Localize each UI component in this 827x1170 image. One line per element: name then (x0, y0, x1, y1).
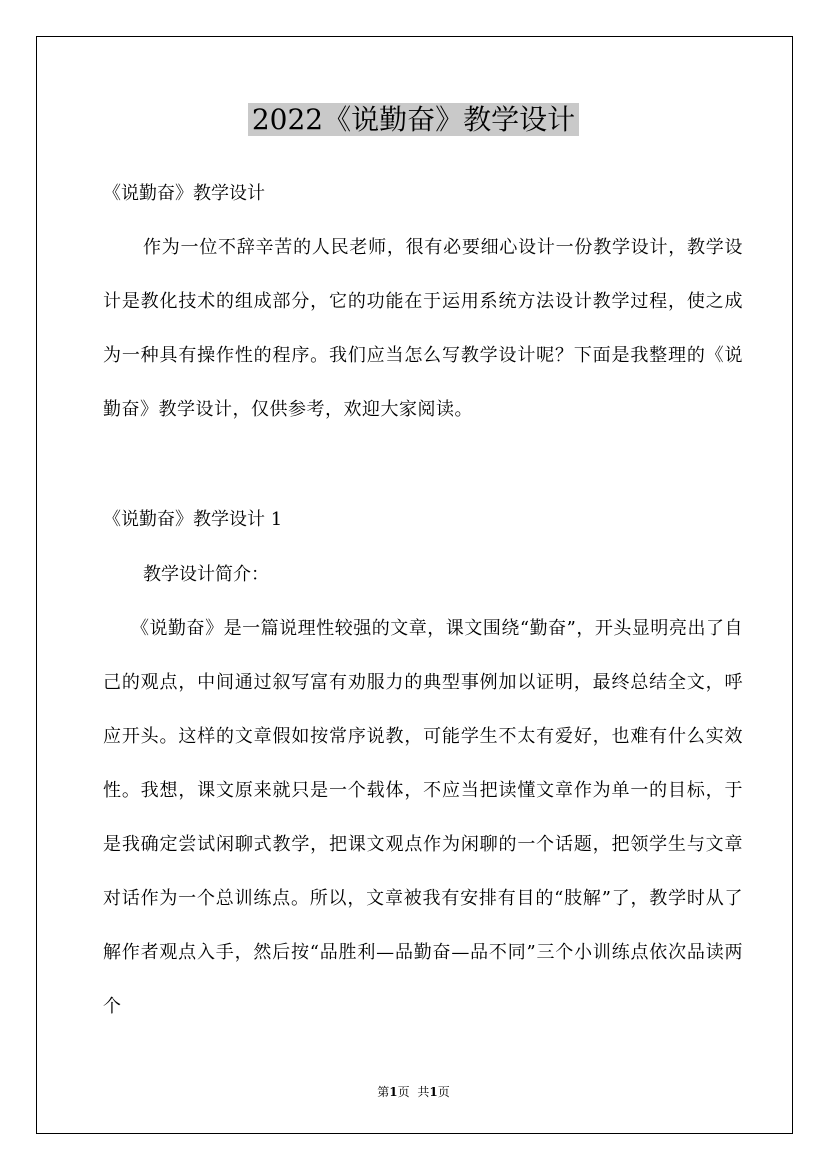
section-heading: 《说勤奋》教学设计 1 (103, 509, 283, 530)
body-paragraph: 《说勤奋》是一篇说理性较强的文章，课文围绕“勤奋”，开头显明亮出了自己的观点，中间通过叙写富有劝服力的典型事例加以证明，最终总结全文，呼应开头。这样的文章假如按常序说教，可能学生不太有爱好，也难有什么实效性。我想，课文原来就只是一个载体，不应当把读懂文章作为单一的目标，于是我确定尝试闲聊式教学，把课文观点作为闲聊的一个话题，把领学生与文章对话作为一个总训练点。所以，文章被我有安排有目的“肢解”了，教学时从了解作者观点入手，然后按“品胜利—品勤奋—品不同”三个小训练点依次品读两个 (103, 618, 743, 1017)
footer-total-suffix: 页 (437, 1085, 450, 1099)
page-footer (0, 1084, 827, 1100)
footer-total-prefix: 共 (417, 1085, 430, 1099)
document-title (0, 100, 827, 140)
footer-page-prefix: 第 (377, 1085, 390, 1099)
document-title-text: 2022《说勤奋》教学设计 (248, 103, 579, 136)
intro-paragraph: 作为一位不辞辛苦的人民老师，很有必要细心设计一份教学设计，教学设计是教化技术的组成部分，它的功能在于运用系统方法设计教学过程，使之成为一种具有操作性的程序。我们应当怎么写教学设计呢？下面是我整理的《说勤奋》教学设计，仅供参考，欢迎大家阅读。 (103, 237, 743, 420)
section-label: 教学设计简介： (143, 564, 269, 585)
footer-total-number: 1 (429, 1085, 438, 1099)
footer-page-number: 1 (389, 1085, 398, 1099)
document-heading: 《说勤奋》教学设计 (103, 183, 265, 204)
footer-page-suffix: 页 (397, 1085, 410, 1099)
